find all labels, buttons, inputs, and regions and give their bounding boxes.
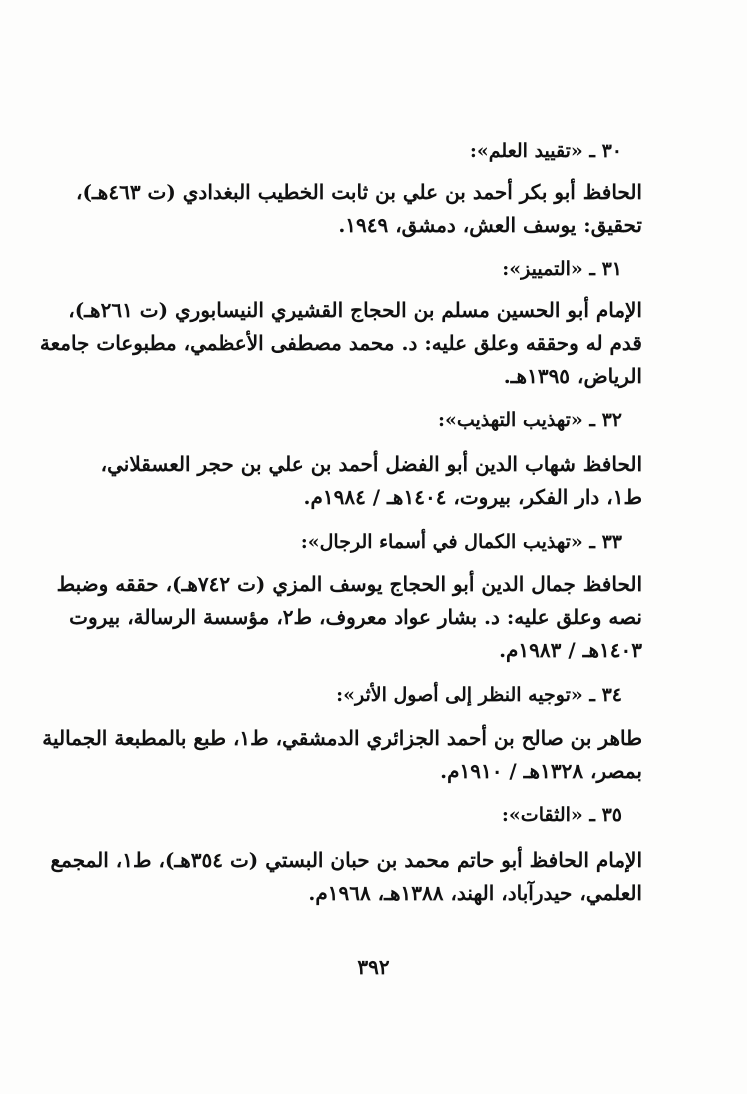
entry-33-line-1: الحافظ جمال الدين أبو الحجاج يوسف المزي (ت ٧٤٢هـ)، حققه وضبط xyxy=(56,572,642,596)
page-number: ٣٩٢ xyxy=(357,955,390,979)
entry-34-text xyxy=(42,722,642,788)
entry-33-line-2: نصه وعلق عليه: د. بشار عواد معروف، ط٢، مؤسسة الرسالة، بيروت xyxy=(69,605,642,629)
entry-35-line-1: الإمام الحافظ أبو حاتم محمد بن حبان البستي (ت ٣٥٤هـ)، ط١، المجمع xyxy=(50,848,642,872)
entry-32-line-2: ط١، دار الفكر، بيروت، ١٤٠٤هـ / ١٩٨٤م. xyxy=(303,485,642,509)
entry-35-heading: ٣٥ ـ «الثقات»: xyxy=(501,804,622,826)
entry-32-text xyxy=(100,448,642,514)
entry-30-text xyxy=(76,176,642,242)
entry-30-line-2: تحقيق: يوسف العش، دمشق، ١٩٤٩. xyxy=(338,213,642,237)
entry-32-heading: ٣٢ ـ «تهذيب التهذيب»: xyxy=(437,409,622,431)
entry-34-heading: ٣٤ ـ «توجيه النظر إلى أصول الأثر»: xyxy=(336,684,622,706)
entry-30-heading: ٣٠ ـ «تقييد العلم»: xyxy=(469,140,622,162)
entry-31-line-3: الرياض، ١٣٩٥هـ. xyxy=(503,364,642,388)
entry-30-line-1: الحافظ أبو بكر أحمد بن علي بن ثابت الخطيب البغدادي (ت ٤٦٣هـ)، xyxy=(76,180,642,204)
entry-31-line-1: الإمام أبو الحسين مسلم بن الحجاج القشيري النيسابوري (ت ٢٦١هـ)، xyxy=(68,298,642,322)
entry-31-heading: ٣١ ـ «التمييز»: xyxy=(502,258,622,280)
entry-35-text xyxy=(50,844,642,910)
entry-34-line-2: بمصر، ١٣٢٨هـ / ١٩١٠م. xyxy=(440,759,642,783)
entry-33-text xyxy=(56,568,642,667)
entry-31-line-2: قدم له وحققه وعلق عليه: د. محمد مصطفى الأعظمي، مطبوعات جامعة xyxy=(39,331,642,355)
entry-32-line-1: الحافظ شهاب الدين أبو الفضل أحمد بن علي بن حجر العسقلاني، xyxy=(100,452,642,476)
entry-31-text xyxy=(39,294,642,393)
entry-34-line-1: طاهر بن صالح بن أحمد الجزائري الدمشقي، ط١، طبع بالمطبعة الجمالية xyxy=(42,726,642,750)
entry-35-line-2: العلمي، حيدرآباد، الهند، ١٣٨٨هـ، ١٩٦٨م. xyxy=(308,881,642,905)
entry-33-heading: ٣٣ ـ «تهذيب الكمال في أسماء الرجال»: xyxy=(300,531,622,553)
entry-33-line-3: ١٤٠٣هـ / ١٩٨٣م. xyxy=(499,638,642,662)
